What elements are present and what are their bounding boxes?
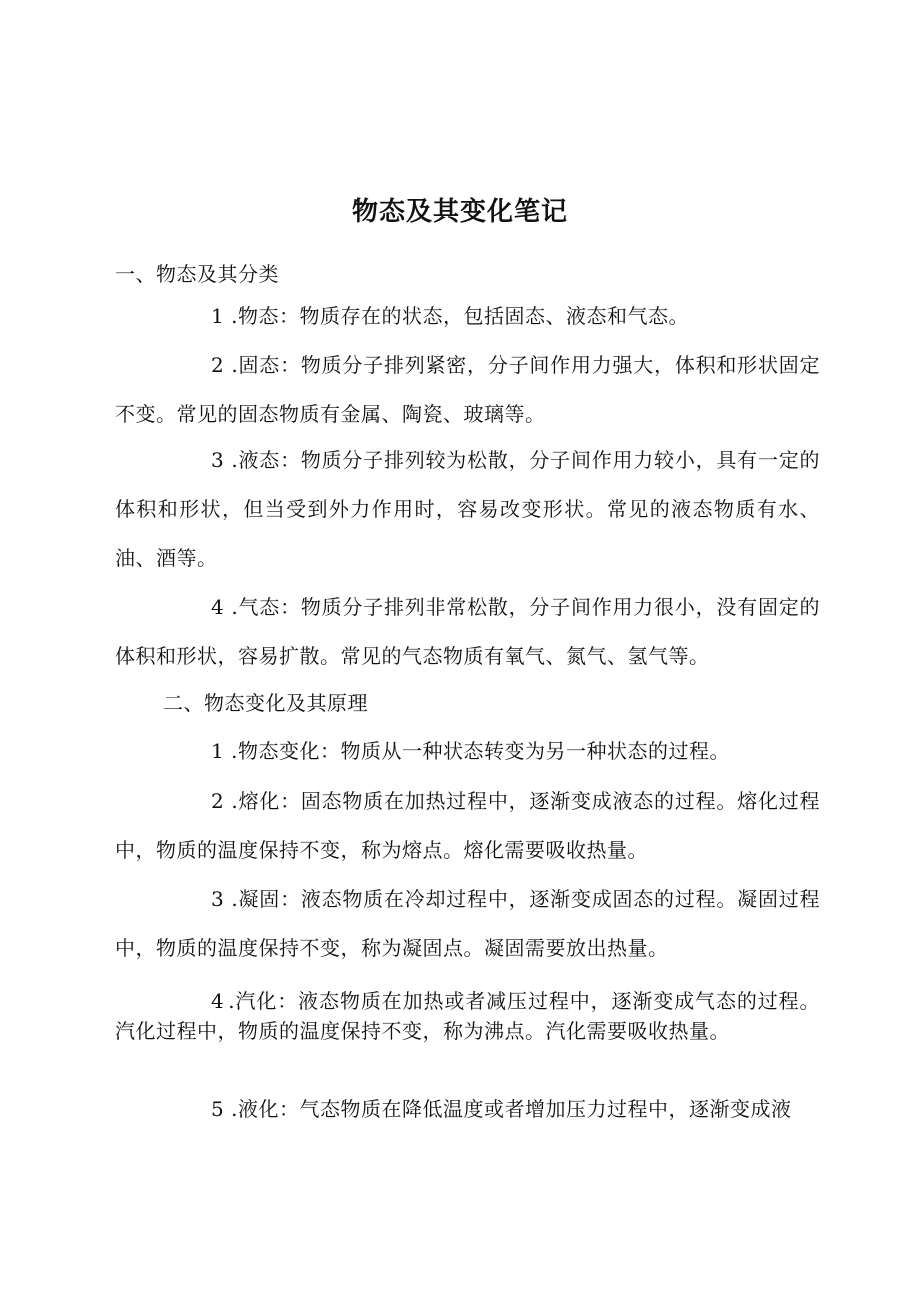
item-number: 1 (211, 304, 225, 328)
paragraph-1-1 (115, 292, 820, 341)
paragraph-1-3 (115, 436, 820, 583)
item-number: 5 (211, 1097, 225, 1121)
item-number: 4 (211, 595, 225, 619)
item-text: .汽化：液态物质在加热或者减压过程中，逐渐变成气态的过程。汽化过程中，物质的温度保持不变，称为沸点。汽化需要吸收热量。 (115, 989, 820, 1043)
item-number: 2 (211, 789, 225, 813)
paragraph-2-2 (115, 777, 820, 875)
item-text: .物态：物质存在的状态，包括固态、液态和气态。 (231, 304, 689, 328)
paragraph-1-4 (115, 583, 820, 681)
item-text: .气态：物质分子排列非常松散，分子间作用力很小，没有固定的体积和形状，容易扩散。常见的气态物质有氧气、氮气、氢气等。 (115, 595, 821, 668)
paragraph-2-5 (115, 1085, 820, 1134)
item-text: .凝固：液态物质在冷却过程中，逐渐变成固态的过程。凝固过程中，物质的温度保持不变，称为凝固点。凝固需要放出热量。 (115, 887, 821, 960)
item-number: 3 (211, 887, 225, 911)
item-text: .熔化：固态物质在加热过程中，逐渐变成液态的过程。熔化过程中，物质的温度保持不变，称为熔点。熔化需要吸收热量。 (115, 789, 821, 862)
paragraph-2-1 (115, 727, 820, 776)
paragraph-1-2 (115, 341, 820, 439)
item-text: .物态变化：物质从一种状态转变为另一种状态的过程。 (231, 739, 730, 763)
paragraph-2-3 (115, 875, 820, 973)
item-number: 1 (211, 739, 225, 763)
document-title: 物态及其变化笔记 (351, 197, 568, 227)
item-number: 3 (211, 448, 225, 472)
item-text: .固态：物质分子排列紧密，分子间作用力强大，体积和形状固定不变。常见的固态物质有金属、陶瓷、玻璃等。 (115, 353, 821, 426)
item-text: .液化：气态物质在降低温度或者增加压力过程中，逐渐变成液 (231, 1097, 792, 1121)
section-heading-1: 一、物态及其分类 (115, 262, 279, 286)
section-heading-2: 二、物态变化及其原理 (163, 691, 368, 715)
item-text: .液态：物质分子排列较为松散，分子间作用力较小，具有一定的体积和形状，但当受到外力作用时，容易改变形状。常见的液态物质有水、油、酒等。 (115, 448, 821, 570)
item-number: 4 (211, 989, 225, 1013)
item-number: 2 (211, 353, 225, 377)
paragraph-2-4 (115, 986, 820, 1046)
